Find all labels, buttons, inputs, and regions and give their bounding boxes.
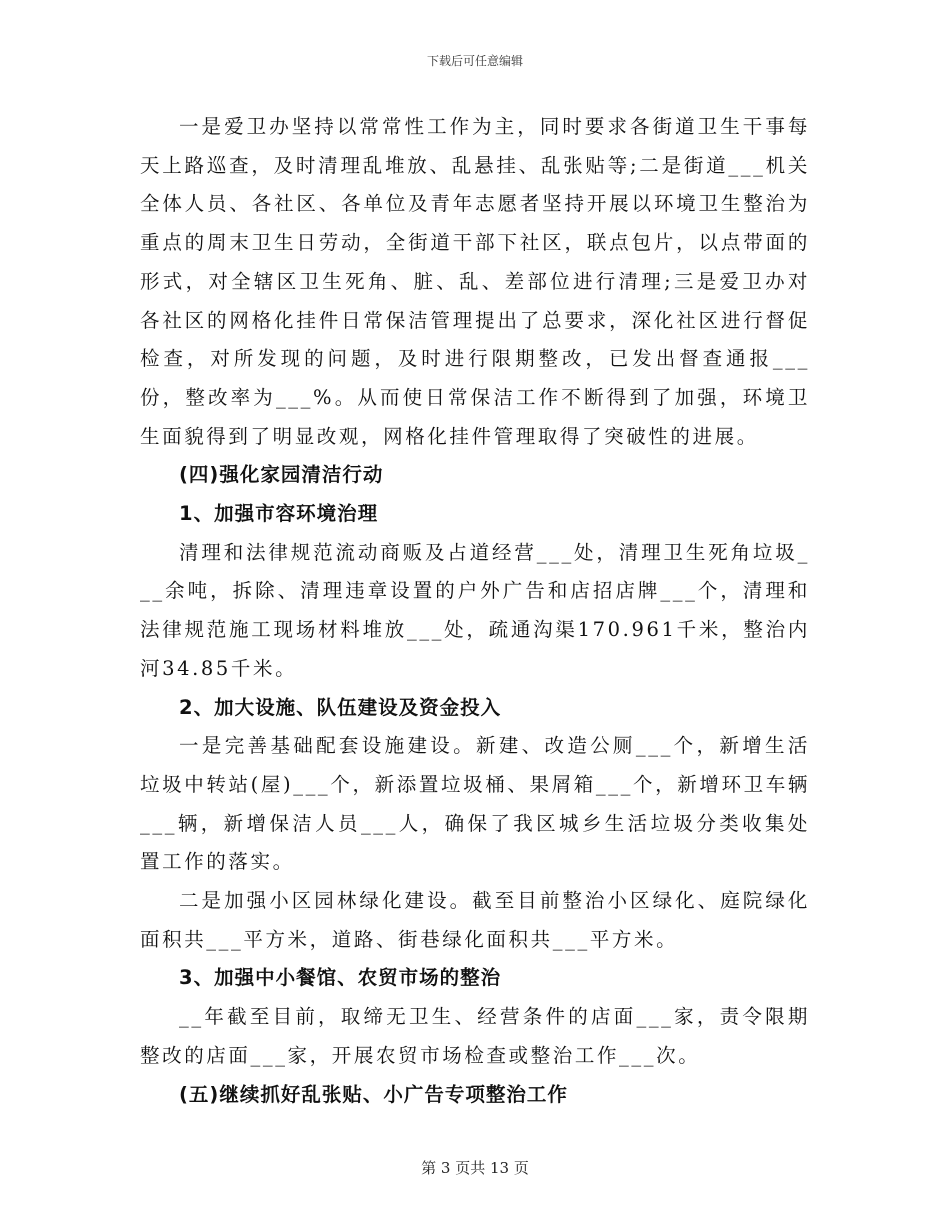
subheading-2: 2、加大设施、队伍建设及资金投入 [179,695,502,719]
document-body [140,108,810,1114]
section-heading-5: (五)继续抓好乱张贴、小广告专项整治工作 [179,1082,568,1106]
paragraph-city-environment: 清理和法律规范流动商贩及占道经营___处，清理卫生死角垃圾___余吨，拆除、清理违章设置的户外广告和店招店牌___个，清理和法律规范施工现场材料堆放___处，疏通沟渠170.961千米，整治内河34.85千米。 [140,540,810,680]
section-heading-4: (四)强化家园清洁行动 [179,463,384,487]
paragraph-restaurants-markets: __年截至目前，取缔无卫生、经营条件的店面___家，责令限期整改的店面___家，开展农贸市场检查或整治工作___次。 [140,1005,810,1067]
subheading-3: 3、加强中小餐馆、农贸市场的整治 [179,966,502,990]
page-header: 下载后可任意编辑 [426,54,523,68]
paragraph-infrastructure: 一是完善基础配套设施建设。新建、改造公厕___个，新增生活垃圾中转站(屋)___个，新添置垃圾桶、果屑箱___个，新增环卫车辆___辆，新增保洁人员___人，确保了我区城乡生活垃圾分类收集处置工作的落实。 [140,734,810,874]
paragraph-sanitation-inspection: 一是爱卫办坚持以常常性工作为主，同时要求各街道卫生干事每天上路巡查，及时清理乱堆放、乱悬挂、乱张贴等;二是街道___机关全体人员、各社区、各单位及青年志愿者坚持开展以环境卫生整治为重点的周末卫生日劳动，全街道干部下社区，联点包片，以点带面的形式，对全辖区卫生死角、脏、乱、差部位进行清理;三是爱卫办对各社区的网格化挂件日常保洁管理提出了总要求，深化社区进行督促检查，对所发现的问题，及时进行限期整改，已发出督查通报___份，整改率为___%。从而使日常保洁工作不断得到了加强，环境卫生面貌得到了明显改观，网格化挂件管理取得了突破性的进展。 [140,115,810,448]
subheading-1: 1、加强市容环境治理 [179,502,379,526]
page-footer: 第 3 页共 13 页 [421,1159,529,1177]
paragraph-greening: 二是加强小区园林绿化建设。截至目前整治小区绿化、庭院绿化面积共___平方米，道路、街巷绿化面积共___平方米。 [140,889,810,951]
